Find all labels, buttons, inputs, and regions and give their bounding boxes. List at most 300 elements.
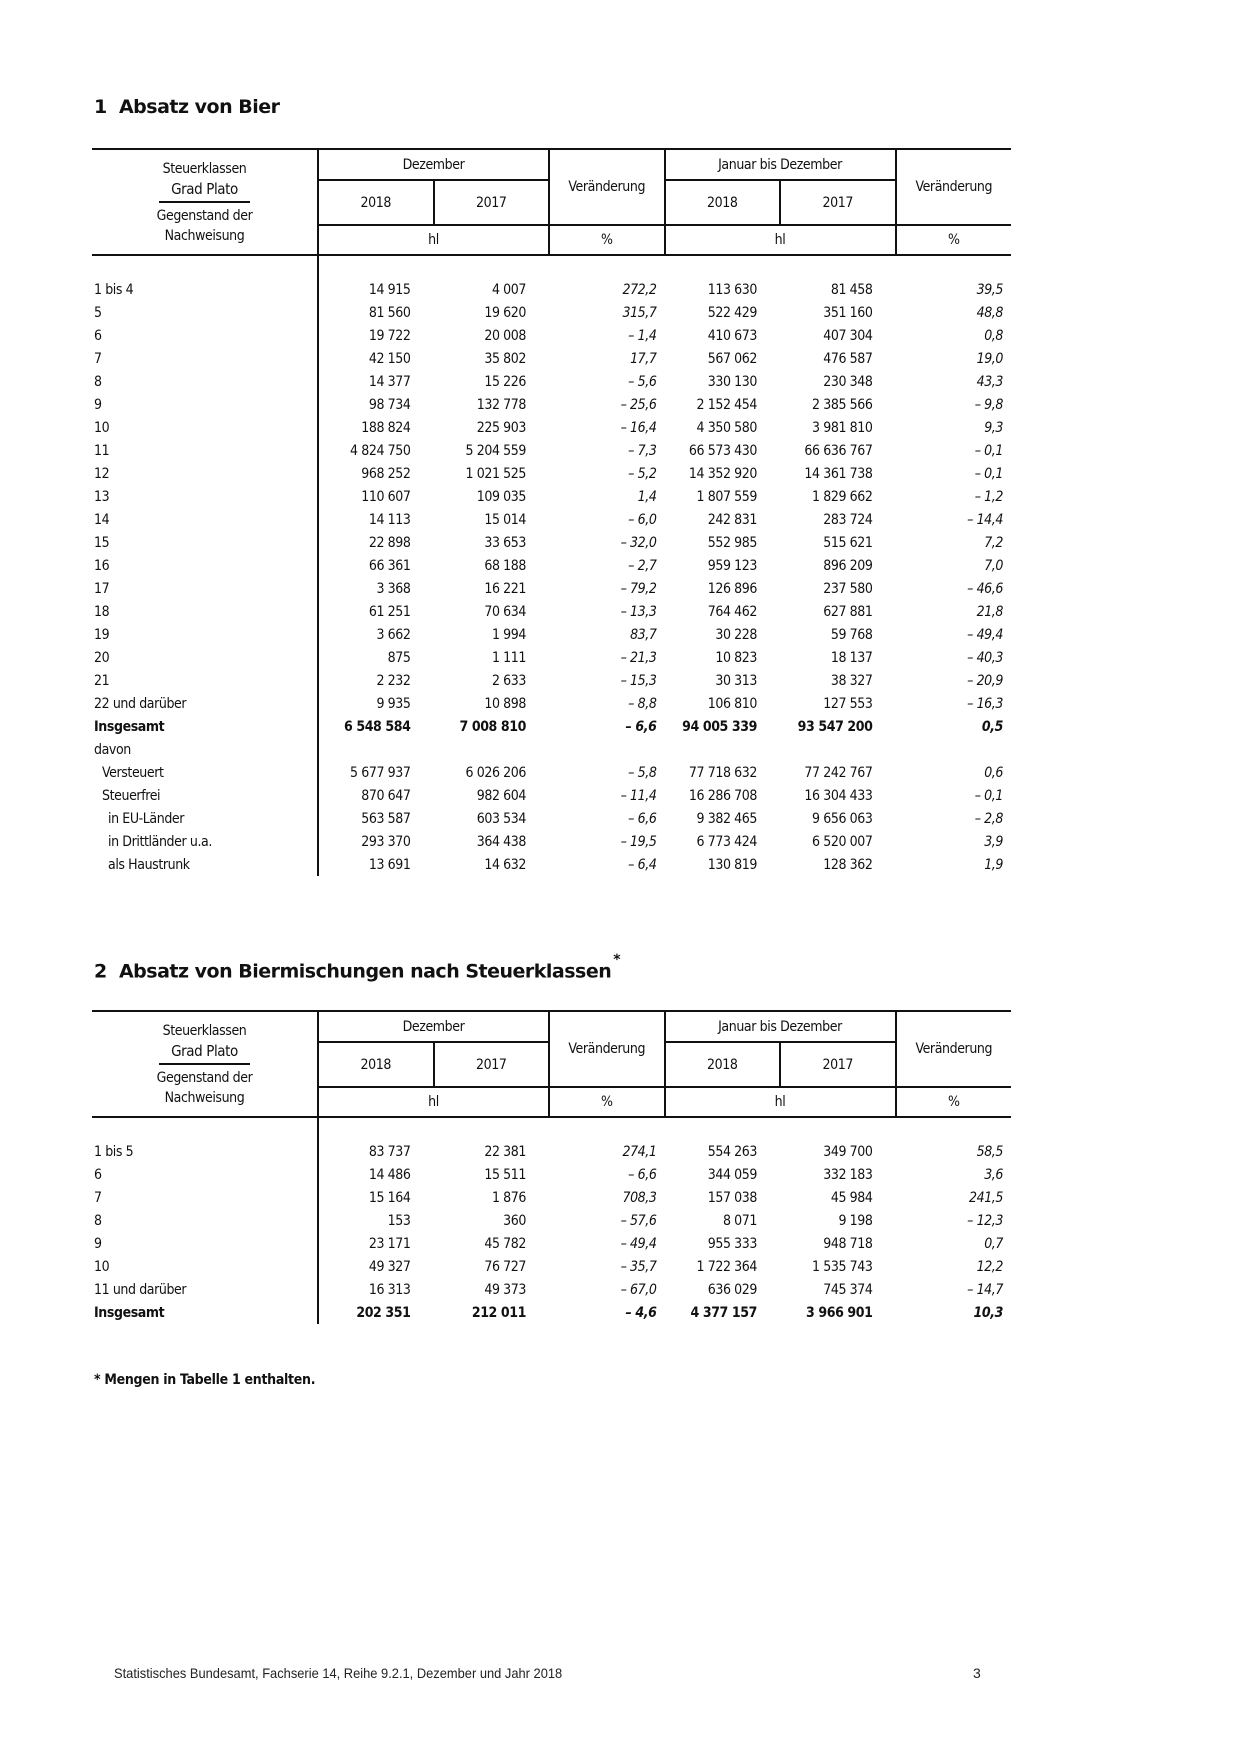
cell-jan-change: 0,6 bbox=[984, 764, 1004, 781]
cell-dez-change: – 8,8 bbox=[628, 695, 657, 712]
cell-dez-2018: 83 737 bbox=[368, 1143, 411, 1160]
cell-jan-change: 19,0 bbox=[976, 350, 1004, 367]
cell-dez-2017: 1 994 bbox=[491, 626, 526, 643]
cell-dez-2017 bbox=[434, 738, 550, 761]
row-label: 14 bbox=[92, 508, 318, 531]
row-label: 10 bbox=[92, 1255, 318, 1278]
row-label: 19 bbox=[92, 623, 318, 646]
cell-jan-2017: 127 553 bbox=[823, 695, 873, 712]
stub-line4: Nachweisung bbox=[164, 227, 245, 244]
cell-jan-2018: 126 896 bbox=[707, 580, 757, 597]
cell-dez-change: 83,7 bbox=[630, 626, 657, 643]
cell-dez-2018: 14 377 bbox=[368, 373, 411, 390]
cell-jan-2018: 113 630 bbox=[707, 281, 757, 298]
cell-dez-2018: 61 251 bbox=[368, 603, 411, 620]
unit-hl-dez: hl bbox=[318, 1087, 549, 1117]
cell-jan-2017: 627 881 bbox=[823, 603, 873, 620]
unit-hl-jan: hl bbox=[665, 1087, 896, 1117]
cell-jan-2017: 9 198 bbox=[838, 1212, 873, 1229]
cell-dez-2018: 49 327 bbox=[368, 1258, 411, 1275]
row-label: 10 bbox=[92, 416, 318, 439]
table-row bbox=[92, 853, 1011, 876]
cell-jan-2018: 1 807 559 bbox=[696, 488, 757, 505]
cell-dez-2018: 875 bbox=[387, 649, 411, 666]
cell-dez-change: – 6,4 bbox=[628, 856, 657, 873]
cell-dez-change: – 11,4 bbox=[620, 787, 657, 804]
cell-dez-change: 274,1 bbox=[622, 1143, 657, 1160]
header-dez-2017: 2017 bbox=[434, 180, 550, 225]
row-label: davon bbox=[92, 738, 318, 761]
cell-jan-change: 7,2 bbox=[984, 534, 1004, 551]
table-row bbox=[92, 1232, 1011, 1255]
cell-jan-change: 3,6 bbox=[984, 1166, 1004, 1183]
cell-dez-change: – 15,3 bbox=[620, 672, 657, 689]
row-label: 8 bbox=[92, 370, 318, 393]
unit-pct-dez: % bbox=[549, 1087, 665, 1117]
cell-jan-2017: 476 587 bbox=[823, 350, 873, 367]
cell-dez-change: – 4,6 bbox=[625, 1304, 657, 1321]
cell-dez-2018: 4 824 750 bbox=[350, 442, 411, 459]
cell-dez-change: 272,2 bbox=[622, 281, 657, 298]
cell-dez-2018: 5 677 937 bbox=[350, 764, 411, 781]
row-label: Insgesamt bbox=[92, 1301, 318, 1324]
cell-jan-2017: 77 242 767 bbox=[804, 764, 873, 781]
stub-line1: Steuerklassen bbox=[162, 1022, 247, 1039]
table-row bbox=[92, 761, 1011, 784]
cell-jan-change: – 14,4 bbox=[967, 511, 1004, 528]
stub-line3: Gegenstand der bbox=[156, 207, 253, 224]
cell-jan-change: – 0,1 bbox=[974, 442, 1004, 459]
row-label: in EU-Länder bbox=[92, 807, 318, 830]
cell-dez-2018: 563 587 bbox=[361, 810, 411, 827]
cell-jan-2017: 745 374 bbox=[823, 1281, 873, 1298]
table-row bbox=[92, 623, 1011, 646]
row-label: 22 und darüber bbox=[92, 692, 318, 715]
cell-dez-2017: 212 011 bbox=[471, 1304, 526, 1321]
cell-jan-2017: 948 718 bbox=[823, 1235, 873, 1252]
cell-dez-2017: 49 373 bbox=[484, 1281, 526, 1298]
table2-title-text: Absatz von Biermischungen nach Steuerklassen bbox=[118, 960, 612, 983]
cell-jan-change: 48,8 bbox=[976, 304, 1004, 321]
cell-jan-change: 7,0 bbox=[984, 557, 1004, 574]
unit-pct-jan: % bbox=[896, 1087, 1012, 1117]
cell-dez-2017: 5 204 559 bbox=[465, 442, 526, 459]
table1 bbox=[92, 148, 1011, 876]
cell-dez-2017: 132 778 bbox=[476, 396, 526, 413]
cell-dez-2017: 109 035 bbox=[476, 488, 526, 505]
row-label: 1 bis 5 bbox=[92, 1140, 318, 1163]
cell-dez-2018: 13 691 bbox=[368, 856, 411, 873]
table-row bbox=[92, 508, 1011, 531]
table-row bbox=[92, 301, 1011, 324]
cell-dez-2018: 42 150 bbox=[368, 350, 411, 367]
cell-dez-change: – 49,4 bbox=[620, 1235, 657, 1252]
cell-dez-change: – 5,2 bbox=[628, 465, 657, 482]
cell-dez-2017: 1 021 525 bbox=[465, 465, 526, 482]
cell-jan-2018: 567 062 bbox=[707, 350, 757, 367]
cell-dez-2017: 16 221 bbox=[484, 580, 526, 597]
table-row bbox=[92, 600, 1011, 623]
row-label: 5 bbox=[92, 301, 318, 324]
table1-title bbox=[94, 96, 280, 118]
cell-dez-2017: 14 632 bbox=[484, 856, 526, 873]
cell-jan-2018: 955 333 bbox=[707, 1235, 757, 1252]
cell-dez-change: – 67,0 bbox=[620, 1281, 657, 1298]
cell-dez-change: 17,7 bbox=[630, 350, 657, 367]
row-label: 12 bbox=[92, 462, 318, 485]
header-jan-2018: 2018 bbox=[665, 180, 781, 225]
table-row bbox=[92, 830, 1011, 853]
unit-pct-dez: % bbox=[549, 225, 665, 255]
cell-dez-change bbox=[549, 738, 665, 761]
cell-jan-2018: 106 810 bbox=[707, 695, 757, 712]
row-label: 21 bbox=[92, 669, 318, 692]
cell-jan-2018: 94 005 339 bbox=[682, 718, 757, 735]
cell-dez-change: – 79,2 bbox=[620, 580, 657, 597]
table2-title bbox=[94, 952, 621, 983]
cell-jan-change: 3,9 bbox=[984, 833, 1004, 850]
cell-jan-2017: 351 160 bbox=[823, 304, 873, 321]
cell-dez-2017: 15 226 bbox=[484, 373, 526, 390]
cell-jan-2017: 515 621 bbox=[823, 534, 873, 551]
cell-dez-change: – 32,0 bbox=[620, 534, 657, 551]
cell-dez-2018: 153 bbox=[387, 1212, 411, 1229]
cell-jan-2018: 636 029 bbox=[707, 1281, 757, 1298]
cell-dez-2017: 6 026 206 bbox=[465, 764, 526, 781]
table-row bbox=[92, 738, 1011, 761]
cell-dez-2017: 7 008 810 bbox=[459, 718, 526, 735]
cell-dez-change: – 5,8 bbox=[628, 764, 657, 781]
row-label: 7 bbox=[92, 1186, 318, 1209]
cell-dez-2018: 2 232 bbox=[376, 672, 411, 689]
cell-jan-2017: 9 656 063 bbox=[812, 810, 873, 827]
table-row bbox=[92, 577, 1011, 600]
cell-jan-change: – 46,6 bbox=[967, 580, 1004, 597]
cell-dez-2018: 968 252 bbox=[361, 465, 411, 482]
cell-dez-change: – 57,6 bbox=[620, 1212, 657, 1229]
cell-dez-change: – 35,7 bbox=[620, 1258, 657, 1275]
cell-dez-2018: 3 368 bbox=[376, 580, 411, 597]
cell-jan-2018: 522 429 bbox=[707, 304, 757, 321]
cell-dez-2018: 870 647 bbox=[361, 787, 411, 804]
header-dez-2017: 2017 bbox=[434, 1042, 550, 1087]
cell-jan-2017: 66 636 767 bbox=[804, 442, 873, 459]
stub-header bbox=[92, 149, 318, 255]
cell-dez-2017: 364 438 bbox=[476, 833, 526, 850]
header-change-dez: Veränderung bbox=[549, 149, 665, 225]
table-row bbox=[92, 370, 1011, 393]
table2-number: 2 bbox=[94, 960, 107, 983]
cell-dez-change: – 25,6 bbox=[620, 396, 657, 413]
cell-jan-change: 0,8 bbox=[984, 327, 1004, 344]
row-label: 6 bbox=[92, 324, 318, 347]
cell-jan-2018: 4 377 157 bbox=[690, 1304, 757, 1321]
cell-dez-2017: 1 111 bbox=[491, 649, 526, 666]
row-label: 11 und darüber bbox=[92, 1278, 318, 1301]
cell-dez-2017: 10 898 bbox=[484, 695, 526, 712]
table-row bbox=[92, 1163, 1011, 1186]
cell-jan-2018: 410 673 bbox=[707, 327, 757, 344]
cell-dez-2017: 35 802 bbox=[484, 350, 526, 367]
cell-jan-2017: 332 183 bbox=[823, 1166, 873, 1183]
cell-jan-2017: 2 385 566 bbox=[812, 396, 873, 413]
table1-body bbox=[92, 255, 1011, 876]
row-label: 17 bbox=[92, 577, 318, 600]
cell-dez-2017: 1 876 bbox=[491, 1189, 526, 1206]
cell-jan-2018: 4 350 580 bbox=[696, 419, 757, 436]
cell-jan-2018: 330 130 bbox=[707, 373, 757, 390]
cell-dez-2017: 603 534 bbox=[476, 810, 526, 827]
row-label: 15 bbox=[92, 531, 318, 554]
cell-jan-2018: 1 722 364 bbox=[696, 1258, 757, 1275]
cell-jan-2017: 283 724 bbox=[823, 511, 873, 528]
cell-dez-2018: 15 164 bbox=[368, 1189, 411, 1206]
table-row bbox=[92, 784, 1011, 807]
cell-jan-2018: 552 985 bbox=[707, 534, 757, 551]
cell-jan-2017: 18 137 bbox=[830, 649, 873, 666]
table2 bbox=[92, 1010, 1011, 1324]
cell-jan-change: – 16,3 bbox=[967, 695, 1004, 712]
cell-dez-2018: 19 722 bbox=[368, 327, 411, 344]
cell-jan-change: 58,5 bbox=[976, 1143, 1004, 1160]
table-row bbox=[92, 807, 1011, 830]
cell-dez-2017: 982 604 bbox=[476, 787, 526, 804]
row-label: 18 bbox=[92, 600, 318, 623]
cell-dez-change: 1,4 bbox=[637, 488, 657, 505]
cell-dez-2018: 110 607 bbox=[361, 488, 411, 505]
cell-dez-2017: 2 633 bbox=[491, 672, 526, 689]
cell-dez-2017: 360 bbox=[503, 1212, 526, 1229]
cell-jan-2018: 130 819 bbox=[707, 856, 757, 873]
cell-jan-2017: 230 348 bbox=[823, 373, 873, 390]
table1-title-text: Absatz von Bier bbox=[118, 96, 280, 118]
cell-jan-2018: 30 313 bbox=[715, 672, 757, 689]
row-label: in Drittländer u.a. bbox=[92, 830, 318, 853]
cell-dez-change: – 19,5 bbox=[620, 833, 657, 850]
cell-jan-2018: 242 831 bbox=[707, 511, 757, 528]
cell-dez-2017: 76 727 bbox=[484, 1258, 526, 1275]
footnote-mark: * bbox=[613, 952, 621, 968]
cell-jan-2017: 3 981 810 bbox=[812, 419, 873, 436]
cell-jan-2017: 896 209 bbox=[823, 557, 873, 574]
cell-dez-change: – 16,4 bbox=[620, 419, 657, 436]
row-label: 9 bbox=[92, 1232, 318, 1255]
cell-dez-change: – 1,4 bbox=[628, 327, 657, 344]
row-label: 9 bbox=[92, 393, 318, 416]
cell-dez-2017: 19 620 bbox=[484, 304, 526, 321]
header-jan-dez: Januar bis Dezember bbox=[665, 1011, 896, 1042]
table-row bbox=[92, 439, 1011, 462]
cell-jan-change: 12,2 bbox=[976, 1258, 1004, 1275]
cell-jan-2018: 2 152 454 bbox=[696, 396, 757, 413]
cell-jan-2017: 1 829 662 bbox=[812, 488, 873, 505]
row-label: Steuerfrei bbox=[92, 784, 318, 807]
cell-jan-2018: 14 352 920 bbox=[688, 465, 757, 482]
unit-hl-jan: hl bbox=[665, 225, 896, 255]
table-row bbox=[92, 1278, 1011, 1301]
header-dez-2018: 2018 bbox=[318, 180, 434, 225]
table-row bbox=[92, 554, 1011, 577]
table-row bbox=[92, 531, 1011, 554]
stub-line1: Steuerklassen bbox=[162, 160, 247, 177]
cell-dez-2017: 45 782 bbox=[484, 1235, 526, 1252]
cell-dez-change: – 21,3 bbox=[620, 649, 657, 666]
table-row bbox=[92, 1255, 1011, 1278]
table-row bbox=[92, 1301, 1011, 1324]
cell-jan-2017: 128 362 bbox=[823, 856, 873, 873]
cell-jan-2017: 407 304 bbox=[823, 327, 873, 344]
table-row bbox=[92, 715, 1011, 738]
cell-dez-2017: 15 014 bbox=[484, 511, 526, 528]
header-dezember: Dezember bbox=[318, 1011, 549, 1042]
unit-pct-jan: % bbox=[896, 225, 1012, 255]
cell-dez-2017: 20 008 bbox=[484, 327, 526, 344]
cell-dez-change: – 2,7 bbox=[628, 557, 657, 574]
cell-jan-2018: 66 573 430 bbox=[688, 442, 757, 459]
row-label: 13 bbox=[92, 485, 318, 508]
cell-jan-2018: 6 773 424 bbox=[696, 833, 757, 850]
page-footer-source: Statistisches Bundesamt, Fachserie 14, Reihe 9.2.1, Dezember und Jahr 2018 bbox=[114, 1665, 563, 1681]
header-dez-2018: 2018 bbox=[318, 1042, 434, 1087]
row-label: 20 bbox=[92, 646, 318, 669]
cell-dez-2018: 9 935 bbox=[376, 695, 411, 712]
cell-dez-change: – 5,6 bbox=[628, 373, 657, 390]
cell-jan-change: – 2,8 bbox=[974, 810, 1004, 827]
cell-dez-2018: 188 824 bbox=[361, 419, 411, 436]
table-row bbox=[92, 278, 1011, 301]
header-change-dez: Veränderung bbox=[549, 1011, 665, 1087]
cell-jan-2018: 16 286 708 bbox=[688, 787, 757, 804]
cell-dez-2018: 66 361 bbox=[368, 557, 411, 574]
cell-dez-2017: 68 188 bbox=[484, 557, 526, 574]
page-number: 3 bbox=[973, 1665, 981, 1681]
cell-jan-2017: 16 304 433 bbox=[804, 787, 873, 804]
cell-jan-2017: 14 361 738 bbox=[804, 465, 873, 482]
row-label: Versteuert bbox=[92, 761, 318, 784]
cell-jan-change: – 20,9 bbox=[967, 672, 1004, 689]
table-row bbox=[92, 416, 1011, 439]
table-row bbox=[92, 347, 1011, 370]
row-label: 6 bbox=[92, 1163, 318, 1186]
cell-dez-2018: 23 171 bbox=[368, 1235, 411, 1252]
cell-jan-2017: 349 700 bbox=[823, 1143, 873, 1160]
cell-jan-2018: 344 059 bbox=[707, 1166, 757, 1183]
cell-jan-2017: 38 327 bbox=[830, 672, 873, 689]
cell-dez-change: – 6,6 bbox=[628, 1166, 657, 1183]
row-label: 8 bbox=[92, 1209, 318, 1232]
table1-number: 1 bbox=[94, 96, 107, 118]
table-row bbox=[92, 324, 1011, 347]
cell-dez-2017: 15 511 bbox=[484, 1166, 526, 1183]
cell-dez-2018: 14 915 bbox=[368, 281, 411, 298]
header-change-jan: Veränderung bbox=[896, 1011, 1012, 1087]
cell-jan-change: 0,7 bbox=[984, 1235, 1004, 1252]
table-row bbox=[92, 485, 1011, 508]
cell-jan-change: 39,5 bbox=[976, 281, 1004, 298]
cell-jan-change: 43,3 bbox=[976, 373, 1004, 390]
cell-dez-change: 315,7 bbox=[622, 304, 657, 321]
cell-jan-2017: 59 768 bbox=[830, 626, 873, 643]
row-label: 7 bbox=[92, 347, 318, 370]
cell-jan-change: – 9,8 bbox=[974, 396, 1004, 413]
cell-jan-2017: 1 535 743 bbox=[812, 1258, 873, 1275]
cell-dez-2018: 293 370 bbox=[361, 833, 411, 850]
stub-header bbox=[92, 1011, 318, 1117]
stub-grad-plato: Grad Plato bbox=[159, 179, 250, 203]
row-label: als Haustrunk bbox=[92, 853, 318, 876]
cell-jan-change: – 1,2 bbox=[974, 488, 1004, 505]
footnote: * Mengen in Tabelle 1 enthalten. bbox=[94, 1372, 316, 1388]
cell-dez-change: – 7,3 bbox=[628, 442, 657, 459]
cell-jan-2017: 237 580 bbox=[823, 580, 873, 597]
row-label: Insgesamt bbox=[92, 715, 318, 738]
cell-jan-change: – 14,7 bbox=[967, 1281, 1004, 1298]
cell-jan-change: – 0,1 bbox=[974, 787, 1004, 804]
cell-dez-2017: 225 903 bbox=[476, 419, 526, 436]
cell-jan-2018: 157 038 bbox=[707, 1189, 757, 1206]
cell-jan-2018: 8 071 bbox=[722, 1212, 757, 1229]
cell-dez-2017: 4 007 bbox=[491, 281, 526, 298]
cell-jan-2018: 77 718 632 bbox=[688, 764, 757, 781]
cell-dez-2018: 3 662 bbox=[376, 626, 411, 643]
cell-dez-2018: 14 486 bbox=[368, 1166, 411, 1183]
cell-jan-change: 21,8 bbox=[976, 603, 1004, 620]
header-change-jan: Veränderung bbox=[896, 149, 1012, 225]
cell-jan-change: 1,9 bbox=[984, 856, 1004, 873]
cell-jan-change: 10,3 bbox=[973, 1304, 1004, 1321]
cell-jan-2018: 9 382 465 bbox=[696, 810, 757, 827]
cell-jan-2018: 764 462 bbox=[707, 603, 757, 620]
cell-jan-2017: 93 547 200 bbox=[797, 718, 873, 735]
cell-jan-2017 bbox=[780, 738, 896, 761]
cell-dez-2018: 81 560 bbox=[368, 304, 411, 321]
cell-jan-2018: 959 123 bbox=[707, 557, 757, 574]
table-row bbox=[92, 669, 1011, 692]
row-label: 11 bbox=[92, 439, 318, 462]
header-jan-2017: 2017 bbox=[780, 1042, 896, 1087]
table-row bbox=[92, 646, 1011, 669]
cell-dez-2018 bbox=[318, 738, 434, 761]
cell-jan-change: 0,5 bbox=[981, 718, 1004, 735]
cell-dez-2018: 14 113 bbox=[368, 511, 411, 528]
cell-dez-change: 708,3 bbox=[622, 1189, 657, 1206]
stub-grad-plato: Grad Plato bbox=[159, 1041, 250, 1065]
cell-dez-change: – 6,0 bbox=[628, 511, 657, 528]
cell-jan-change: – 49,4 bbox=[967, 626, 1004, 643]
cell-dez-2017: 70 634 bbox=[484, 603, 526, 620]
table-row bbox=[92, 692, 1011, 715]
cell-jan-change: – 12,3 bbox=[967, 1212, 1004, 1229]
cell-jan-2018: 10 823 bbox=[715, 649, 757, 666]
cell-jan-2017: 3 966 901 bbox=[806, 1304, 873, 1321]
header-jan-dez: Januar bis Dezember bbox=[665, 149, 896, 180]
cell-jan-change: 9,3 bbox=[984, 419, 1004, 436]
table-row bbox=[92, 1140, 1011, 1163]
cell-dez-2018: 22 898 bbox=[368, 534, 411, 551]
table-row bbox=[92, 1209, 1011, 1232]
row-label: 16 bbox=[92, 554, 318, 577]
header-jan-2018: 2018 bbox=[665, 1042, 781, 1087]
table-row bbox=[92, 462, 1011, 485]
cell-dez-change: – 6,6 bbox=[625, 718, 657, 735]
row-label: 1 bis 4 bbox=[92, 278, 318, 301]
cell-jan-2018: 30 228 bbox=[715, 626, 757, 643]
table-row bbox=[92, 1186, 1011, 1209]
cell-dez-2018: 16 313 bbox=[368, 1281, 411, 1298]
table2-body bbox=[92, 1117, 1011, 1324]
cell-dez-change: – 6,6 bbox=[628, 810, 657, 827]
cell-dez-2018: 6 548 584 bbox=[343, 718, 411, 735]
